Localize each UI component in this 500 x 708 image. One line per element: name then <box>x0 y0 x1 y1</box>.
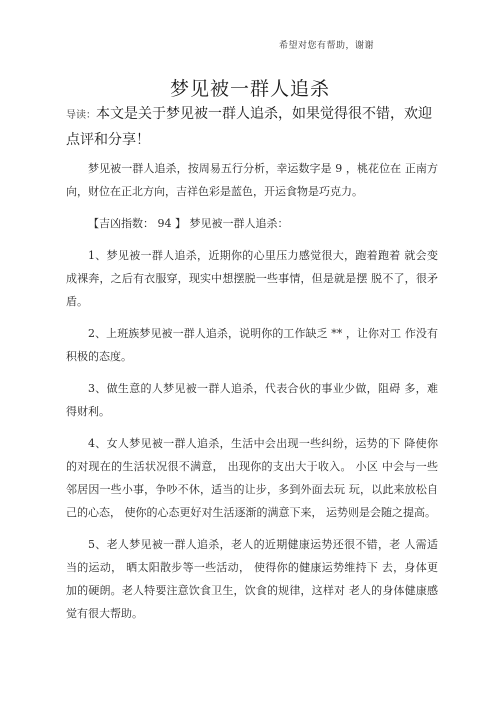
paragraph: 梦见被一群人追杀，按周易五行分析，幸运数字是 9 ，桃花位在 正南方向，财位在正北方向，吉祥色彩是蓝色，开运食物是巧克力。 <box>66 162 438 198</box>
paragraph: 5、老人梦见被一群人追杀，老人的近期健康运势还很不错，老 人需适当的运动， 晒太阳散步等一些活动， 使得你的健康运势维持下 去，身体更加的硬朗。老人特要注意饮食卫生，饮食的规律，这样对 老人的身体健康感觉有很大帮助。 <box>66 538 438 620</box>
paragraph: 3、做生意的人梦见被一群人追杀，代表合伙的事业少做，阻碍 多，难得财利。 <box>66 382 438 418</box>
paragraph: 1、梦见被一群人追杀，近期你的心里压力感觉很大，跑着跑着 就会变成裸奔，之后有衣服穿，现实中想摆脱一些事情，但是就是摆 脱不了，很矛盾。 <box>66 249 438 308</box>
lead-paragraph <box>66 102 438 152</box>
header-note: 希望对您有帮助，谢谢 <box>278 41 374 51</box>
lead-label: 导读： <box>66 110 96 121</box>
body-text <box>66 157 438 634</box>
paragraph: 4、女人梦见被一群人追杀，生活中会出现一些纠纷，运势的下 降使你的对现在的生活状况很不满意， 出现你的支出大于收入。 小区 中会与一些邻居因一些小事，争吵不休，适当的让步，多到外面去玩 玩，以此来放松自己的心态， 使你的心态更好对生活逐渐的满意下来， 运势则是会随之提高。 <box>66 437 438 519</box>
paragraph: 2、上班族梦见被一群人追杀，说明你的工作缺乏 ** ，让你对工 作没有积极的态度。 <box>66 327 438 363</box>
page-title: 梦见被一群人追杀 <box>169 78 330 100</box>
lead-text: 本文是关于梦见被一群人追杀，如果觉得很不错，欢迎 点评和分享！ <box>66 106 432 148</box>
paragraph: 【吉凶指数： 94 】 梦见被一群人追杀： <box>88 217 289 230</box>
